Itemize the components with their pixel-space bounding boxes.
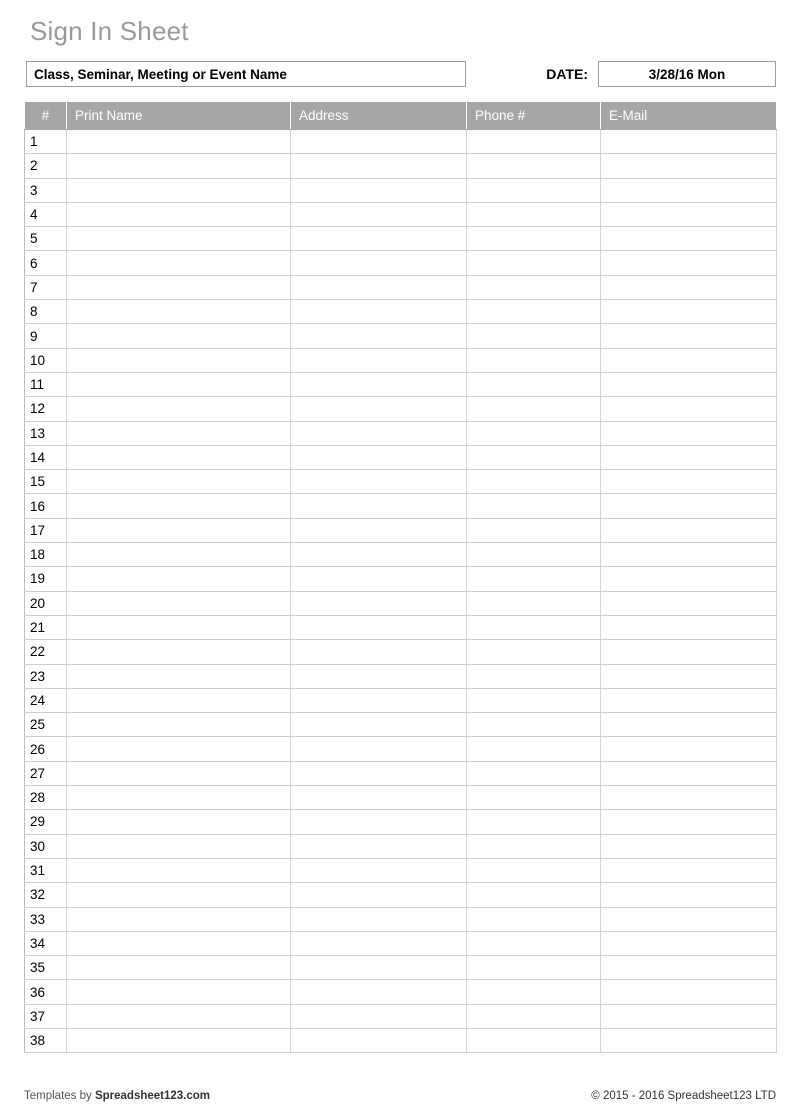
table-row [25,543,777,567]
table-row [25,324,777,348]
email-cell[interactable] [601,956,777,980]
phone-cell[interactable] [467,1028,601,1052]
print-name-cell[interactable] [67,567,291,591]
row-number-cell: 25 [25,713,67,737]
row-number-cell: 33 [25,907,67,931]
print-name-cell[interactable] [67,980,291,1004]
print-name-cell[interactable] [67,348,291,372]
footer-credit [24,1090,210,1102]
row-number-cell: 5 [25,227,67,251]
print-name-cell[interactable] [67,154,291,178]
table-row [25,615,777,639]
print-name-cell[interactable] [67,543,291,567]
email-cell[interactable] [601,445,777,469]
row-number-cell: 13 [25,421,67,445]
row-number-cell: 31 [25,858,67,882]
column-header-email: E-Mail [601,102,777,130]
address-cell[interactable] [291,445,467,469]
email-cell[interactable] [601,688,777,712]
address-cell[interactable] [291,470,467,494]
address-cell[interactable] [291,980,467,1004]
phone-cell[interactable] [467,688,601,712]
address-cell[interactable] [291,931,467,955]
row-number-cell: 32 [25,883,67,907]
print-name-cell[interactable] [67,834,291,858]
phone-cell[interactable] [467,834,601,858]
address-cell[interactable] [291,397,467,421]
email-cell[interactable] [601,227,777,251]
row-number-cell: 21 [25,615,67,639]
address-cell[interactable] [291,834,467,858]
address-cell[interactable] [291,130,467,154]
table-row [25,980,777,1004]
print-name-cell[interactable] [67,907,291,931]
address-cell[interactable] [291,737,467,761]
address-cell[interactable] [291,178,467,202]
address-cell[interactable] [291,761,467,785]
row-number-cell: 11 [25,372,67,396]
row-number-cell: 7 [25,275,67,299]
row-number-cell: 22 [25,640,67,664]
date-value: 3/28/16 Mon [648,66,726,82]
email-cell[interactable] [601,251,777,275]
row-number-cell: 26 [25,737,67,761]
footer-credit-brand: Spreadsheet123.com [94,1090,211,1102]
row-number-cell: 17 [25,518,67,542]
print-name-cell[interactable] [67,494,291,518]
phone-cell[interactable] [467,737,601,761]
table-row [25,664,777,688]
address-cell[interactable] [291,518,467,542]
address-cell[interactable] [291,251,467,275]
email-cell[interactable] [601,615,777,639]
print-name-cell[interactable] [67,737,291,761]
print-name-cell[interactable] [67,640,291,664]
footer-copyright: © 2015 - 2016 Spreadsheet123 LTD [591,1090,776,1102]
table-row [25,275,777,299]
email-cell[interactable] [601,931,777,955]
address-cell[interactable] [291,786,467,810]
table-row [25,883,777,907]
table-row [25,227,777,251]
row-number-cell: 8 [25,300,67,324]
email-cell[interactable] [601,737,777,761]
row-number-cell: 18 [25,543,67,567]
address-cell[interactable] [291,907,467,931]
row-number-cell: 19 [25,567,67,591]
table-header-row [25,102,777,130]
table-row [25,348,777,372]
phone-cell[interactable] [467,980,601,1004]
row-number-cell: 20 [25,591,67,615]
table-row [25,737,777,761]
date-field[interactable] [598,61,776,87]
address-cell[interactable] [291,664,467,688]
phone-cell[interactable] [467,494,601,518]
phone-cell[interactable] [467,810,601,834]
address-cell[interactable] [291,615,467,639]
page-title: Sign In Sheet [30,16,189,46]
phone-cell[interactable] [467,591,601,615]
address-cell[interactable] [291,324,467,348]
row-number-cell: 37 [25,1004,67,1028]
table-row [25,810,777,834]
row-number-cell: 27 [25,761,67,785]
address-cell[interactable] [291,275,467,299]
print-name-cell[interactable] [67,810,291,834]
table-row [25,445,777,469]
phone-cell[interactable] [467,178,601,202]
phone-cell[interactable] [467,324,601,348]
print-name-cell[interactable] [67,615,291,639]
email-cell[interactable] [601,518,777,542]
phone-cell[interactable] [467,664,601,688]
table-row [25,640,777,664]
table-row [25,251,777,275]
phone-cell[interactable] [467,567,601,591]
sign-in-table [24,101,777,1053]
table-row [25,907,777,931]
phone-cell[interactable] [467,154,601,178]
row-number-cell: 4 [25,202,67,226]
print-name-cell[interactable] [67,178,291,202]
phone-cell[interactable] [467,202,601,226]
row-number-cell: 24 [25,688,67,712]
row-number-cell: 38 [25,1028,67,1052]
address-cell[interactable] [291,154,467,178]
email-cell[interactable] [601,713,777,737]
row-number-cell: 2 [25,154,67,178]
print-name-cell[interactable] [67,470,291,494]
email-cell[interactable] [601,470,777,494]
email-cell[interactable] [601,202,777,226]
print-name-cell[interactable] [67,931,291,955]
phone-cell[interactable] [467,518,601,542]
page-footer [24,1090,776,1102]
print-name-cell[interactable] [67,688,291,712]
table-row [25,178,777,202]
phone-cell[interactable] [467,907,601,931]
table-row [25,956,777,980]
row-number-cell: 12 [25,397,67,421]
row-number-cell: 16 [25,494,67,518]
phone-cell[interactable] [467,1004,601,1028]
email-cell[interactable] [601,178,777,202]
table-row [25,567,777,591]
print-name-cell[interactable] [67,372,291,396]
email-cell[interactable] [601,810,777,834]
event-name-value: Class, Seminar, Meeting or Event Name [34,66,287,82]
email-cell[interactable] [601,130,777,154]
print-name-cell[interactable] [67,786,291,810]
footer-credit-prefix: Templates by [24,1090,95,1102]
email-cell[interactable] [601,154,777,178]
table-row [25,421,777,445]
phone-cell[interactable] [467,858,601,882]
phone-cell[interactable] [467,227,601,251]
row-number-cell: 30 [25,834,67,858]
table-row [25,713,777,737]
address-cell[interactable] [291,202,467,226]
print-name-cell[interactable] [67,883,291,907]
print-name-cell[interactable] [67,1004,291,1028]
table-row [25,470,777,494]
table-row [25,518,777,542]
event-name-field[interactable] [26,61,466,87]
email-cell[interactable] [601,980,777,1004]
table-row [25,372,777,396]
email-cell[interactable] [601,397,777,421]
row-number-cell: 14 [25,445,67,469]
email-cell[interactable] [601,275,777,299]
email-cell[interactable] [601,421,777,445]
address-cell[interactable] [291,591,467,615]
phone-cell[interactable] [467,543,601,567]
address-cell[interactable] [291,543,467,567]
address-cell[interactable] [291,1004,467,1028]
phone-cell[interactable] [467,761,601,785]
table-row [25,591,777,615]
print-name-cell[interactable] [67,858,291,882]
table-body [25,130,777,1053]
row-number-cell: 15 [25,470,67,494]
row-number-cell: 34 [25,931,67,955]
print-name-cell[interactable] [67,664,291,688]
phone-cell[interactable] [467,275,601,299]
table-row [25,761,777,785]
table-row [25,202,777,226]
phone-cell[interactable] [467,421,601,445]
row-number-cell: 28 [25,786,67,810]
table-row [25,931,777,955]
print-name-cell[interactable] [67,227,291,251]
print-name-cell[interactable] [67,202,291,226]
address-cell[interactable] [291,567,467,591]
address-cell[interactable] [291,713,467,737]
phone-cell[interactable] [467,713,601,737]
phone-cell[interactable] [467,786,601,810]
email-cell[interactable] [601,543,777,567]
print-name-cell[interactable] [67,518,291,542]
table-row [25,688,777,712]
table-row [25,1004,777,1028]
phone-cell[interactable] [467,300,601,324]
row-number-cell: 10 [25,348,67,372]
email-cell[interactable] [601,494,777,518]
print-name-cell[interactable] [67,324,291,348]
phone-cell[interactable] [467,251,601,275]
row-number-cell: 3 [25,178,67,202]
address-cell[interactable] [291,688,467,712]
print-name-cell[interactable] [67,421,291,445]
column-header-phone: Phone # [467,102,601,130]
email-cell[interactable] [601,858,777,882]
print-name-cell[interactable] [67,445,291,469]
phone-cell[interactable] [467,130,601,154]
address-cell[interactable] [291,883,467,907]
column-header-print-name: Print Name [67,102,291,130]
email-cell[interactable] [601,640,777,664]
meta-row [24,61,776,87]
email-cell[interactable] [601,664,777,688]
row-number-cell: 9 [25,324,67,348]
row-number-cell: 36 [25,980,67,1004]
phone-cell[interactable] [467,956,601,980]
address-cell[interactable] [291,1028,467,1052]
phone-cell[interactable] [467,372,601,396]
table-row [25,1028,777,1052]
table-row [25,858,777,882]
address-cell[interactable] [291,421,467,445]
table-row [25,494,777,518]
table-row [25,834,777,858]
email-cell[interactable] [601,567,777,591]
email-cell[interactable] [601,834,777,858]
table-header [25,102,777,130]
print-name-cell[interactable] [67,397,291,421]
table-row [25,154,777,178]
print-name-cell[interactable] [67,251,291,275]
row-number-cell: 1 [25,130,67,154]
row-number-cell: 29 [25,810,67,834]
email-cell[interactable] [601,1028,777,1052]
print-name-cell[interactable] [67,275,291,299]
print-name-cell[interactable] [67,1028,291,1052]
address-cell[interactable] [291,956,467,980]
address-cell[interactable] [291,858,467,882]
phone-cell[interactable] [467,883,601,907]
phone-cell[interactable] [467,470,601,494]
email-cell[interactable] [601,907,777,931]
phone-cell[interactable] [467,397,601,421]
table-row [25,130,777,154]
address-cell[interactable] [291,227,467,251]
row-number-cell: 23 [25,664,67,688]
phone-cell[interactable] [467,640,601,664]
print-name-cell[interactable] [67,130,291,154]
email-cell[interactable] [601,324,777,348]
row-number-cell: 35 [25,956,67,980]
email-cell[interactable] [601,883,777,907]
table-row [25,300,777,324]
email-cell[interactable] [601,761,777,785]
email-cell[interactable] [601,1004,777,1028]
column-header-address: Address [291,102,467,130]
phone-cell[interactable] [467,445,601,469]
table-row [25,397,777,421]
print-name-cell[interactable] [67,713,291,737]
email-cell[interactable] [601,348,777,372]
address-cell[interactable] [291,348,467,372]
email-cell[interactable] [601,300,777,324]
address-cell[interactable] [291,640,467,664]
phone-cell[interactable] [467,348,601,372]
phone-cell[interactable] [467,615,601,639]
address-cell[interactable] [291,372,467,396]
date-label: DATE: [546,66,588,82]
address-cell[interactable] [291,494,467,518]
column-header-number: # [25,102,67,130]
table-row [25,786,777,810]
address-cell[interactable] [291,810,467,834]
phone-cell[interactable] [467,931,601,955]
email-cell[interactable] [601,372,777,396]
email-cell[interactable] [601,591,777,615]
print-name-cell[interactable] [67,956,291,980]
row-number-cell: 6 [25,251,67,275]
email-cell[interactable] [601,786,777,810]
address-cell[interactable] [291,300,467,324]
print-name-cell[interactable] [67,591,291,615]
print-name-cell[interactable] [67,761,291,785]
print-name-cell[interactable] [67,300,291,324]
